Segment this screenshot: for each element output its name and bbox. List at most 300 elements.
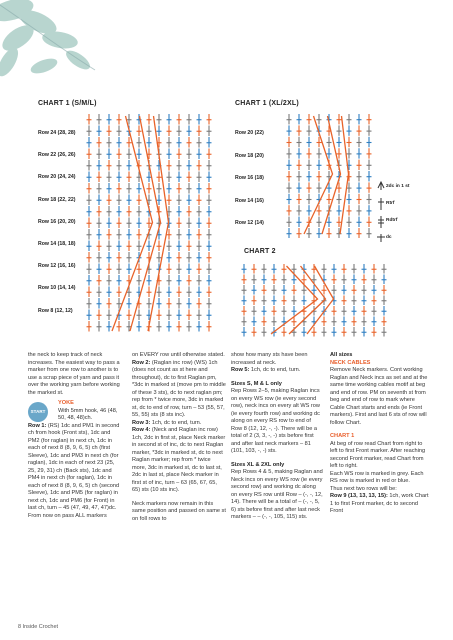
- stitch-symbol: [127, 206, 132, 217]
- stitch-symbol: [337, 137, 342, 147]
- stitch-symbol: [187, 160, 192, 171]
- stitch-symbol: [107, 287, 112, 298]
- stitch-symbol: [177, 160, 182, 171]
- stitch-symbol: [307, 228, 312, 238]
- stitch-symbol: [242, 306, 247, 316]
- chart1-xl-row-label: Row 20 (22): [235, 130, 264, 136]
- row2-text: (Raglan inc row) (WS) 1ch (does not count as st here and throughout), dc to first Raglan pm, *3dc in marked st (move pm to middle of these 3 sts), dc to next raglan pm; rep from * twice more, 3dc in marked st, dc to end of row, turn – 53 (55, 57, 55, 55) sts (8 sts inc).: [132, 359, 226, 418]
- stitch-symbol: [362, 285, 367, 295]
- stitch-symbol: [382, 275, 387, 285]
- stitch-symbol: [127, 241, 132, 252]
- stitch-symbol: [87, 114, 92, 125]
- stitch-symbol: [287, 217, 292, 227]
- stitch-symbol: [207, 229, 212, 240]
- stitch-symbol: [107, 149, 112, 160]
- stitch-symbol: [157, 287, 162, 298]
- stitch-symbol: [187, 195, 192, 206]
- stitch-symbol: [167, 137, 172, 148]
- stitch-symbol: [197, 206, 202, 217]
- stitch-symbol: [207, 218, 212, 229]
- stitch-symbol: [282, 275, 287, 285]
- each-ws-text: Each WS row is marked in grey. Each RS row is marked in red or blue.: [330, 470, 424, 484]
- chart1-heading: CHART 1: [330, 433, 355, 439]
- stitch-symbol: [137, 321, 142, 332]
- stitch-symbol: [382, 317, 387, 327]
- stitch-symbol: [207, 275, 212, 286]
- stitch-symbol: [117, 206, 122, 217]
- stitch-symbol: [307, 217, 312, 227]
- stitch-symbol: [372, 317, 377, 327]
- stitch-symbol: [137, 310, 142, 321]
- cable-stroke: [130, 116, 161, 331]
- stitch-symbol: [87, 252, 92, 263]
- text-column-2: [132, 352, 226, 523]
- stitch-symbol: [197, 195, 202, 206]
- legend-dc: dc: [386, 235, 392, 240]
- stitch-symbol: [322, 264, 327, 274]
- stitch-symbol: [382, 264, 387, 274]
- stitch-symbol: [262, 296, 267, 306]
- stitch-symbol: [97, 114, 102, 125]
- stitch-symbol: [187, 264, 192, 275]
- stitch-symbol: [87, 206, 92, 217]
- stitch-symbol: [367, 137, 372, 147]
- legend-rdtrf: Rdtrf: [386, 218, 398, 223]
- stitch-symbol: [167, 321, 172, 332]
- stitch-symbol: [207, 241, 212, 252]
- stitch-symbol: [352, 264, 357, 274]
- stitch-symbol: [197, 298, 202, 309]
- stitch-symbol: [127, 218, 132, 229]
- sizes-sml-heading: Sizes S, M & L only: [231, 380, 282, 387]
- stitch-symbol: [97, 252, 102, 263]
- stitch-symbol: [347, 148, 352, 158]
- start-badge: START: [28, 402, 48, 422]
- stitch-symbol: [347, 228, 352, 238]
- stitch-symbol: [157, 183, 162, 194]
- stitch-symbol: [187, 206, 192, 217]
- stitch-symbol: [177, 195, 182, 206]
- stitch-symbol: [87, 126, 92, 137]
- stitch-symbol: [177, 149, 182, 160]
- stitch-symbol: [207, 298, 212, 309]
- stitch-symbol: [367, 194, 372, 204]
- stitch-symbol: [332, 275, 337, 285]
- stitch-symbol: [207, 206, 212, 217]
- stitch-symbol: [362, 306, 367, 316]
- stitch-symbol: [117, 252, 122, 263]
- text-column-4: [330, 352, 430, 516]
- stitch-symbol: [207, 195, 212, 206]
- stitch-symbol: [187, 287, 192, 298]
- chart2-title: CHART 2: [244, 248, 276, 255]
- stitch-symbol: [187, 114, 192, 125]
- stitch-symbol: [297, 137, 302, 147]
- stitch-symbol: [307, 125, 312, 135]
- stitch-symbol: [107, 310, 112, 321]
- stitch-symbol: [362, 264, 367, 274]
- stitch-symbol: [177, 126, 182, 137]
- stitch-symbol: [107, 206, 112, 217]
- stitch-symbol: [177, 321, 182, 332]
- stitch-symbol: [147, 298, 152, 309]
- stitch-symbol: [297, 160, 302, 170]
- stitch-symbol: [87, 183, 92, 194]
- stitch-symbol: [272, 306, 277, 316]
- stitch-symbol: [97, 195, 102, 206]
- stitch-symbol: [342, 285, 347, 295]
- stitch-symbol: [282, 296, 287, 306]
- stitch-symbol: [297, 148, 302, 158]
- stitch-symbol: [207, 160, 212, 171]
- stitch-symbol: [367, 148, 372, 158]
- stitch-symbol: [332, 285, 337, 295]
- stitch-symbol: [137, 137, 142, 148]
- stitch-symbol: [382, 306, 387, 316]
- row1-text: (RS) 1dc and PM1 in second ch from hook (Front sts), 1dc and PM2 (for raglan) in next ch, 1dc in each of next 8 (8, 9, 6, 5) ch (first Sleeve), 1dc and PM3 in next ch (for raglan), 1dc in each of next 23 (25, 25, 29, 31) ch (Back sts), 1dc and PM4 in next ch (for raglan), 1dc in each of next 8 (8, 9, 6, 5) ch (second Sleeve), 1dc and PM5 (for raglan) in next ch, 1dc and PM6 (for Front) in last ch, turn – 45 (47, 49, 47, 47)dc.: [28, 422, 120, 511]
- stitch-symbol: [197, 264, 202, 275]
- stitch-symbol: [357, 217, 362, 227]
- stitch-symbol: [307, 160, 312, 170]
- stitch-symbol: [197, 137, 202, 148]
- stitch-symbol: [357, 137, 362, 147]
- stitch-symbol: [137, 195, 142, 206]
- stitch-symbol: [242, 275, 247, 285]
- stitch-symbol: [87, 172, 92, 183]
- stitch-symbol: [107, 126, 112, 137]
- stitch-symbol: [367, 217, 372, 227]
- chart1-sml-row-label: Row 18 (22, 22): [38, 196, 76, 203]
- stitch-symbol: [197, 310, 202, 321]
- stitch-symbol: [147, 287, 152, 298]
- stitch-symbol: [342, 264, 347, 274]
- stitch-symbol: [262, 264, 267, 274]
- col1-end: From now on pass ALL markers: [28, 512, 107, 519]
- stitch-symbol: [197, 126, 202, 137]
- stitch-symbol: [97, 287, 102, 298]
- stitch-symbol: [367, 171, 372, 181]
- stitch-symbol: [312, 327, 317, 337]
- stitch-symbol: [272, 285, 277, 295]
- stitch-symbol: [242, 317, 247, 327]
- stitch-symbol: [287, 228, 292, 238]
- stitch-symbol: [107, 321, 112, 332]
- chart1-xl-row-label: Row 18 (20): [235, 152, 264, 159]
- stitch-symbol: [107, 195, 112, 206]
- stitch-symbol: [297, 171, 302, 181]
- stitch-symbol: [297, 125, 302, 135]
- chart1-xl-row-label: Row 16 (18): [235, 175, 264, 181]
- row9-label: Row 9 (13, 13, 13, 15):: [330, 493, 388, 499]
- stitch-symbol: [167, 172, 172, 183]
- page-footer: 8 Inside Crochet: [18, 624, 59, 630]
- stitch-symbol: [262, 306, 267, 316]
- stitch-symbol: [177, 114, 182, 125]
- stitch-symbol: [252, 285, 257, 295]
- thus-text: Thus next two rows will be:: [330, 485, 397, 492]
- stitch-symbol: [127, 264, 132, 275]
- stitch-symbol: [127, 310, 132, 321]
- stitch-symbol: [97, 310, 102, 321]
- stitch-symbol: [117, 241, 122, 252]
- stitch-symbol: [347, 217, 352, 227]
- stitch-symbol: [342, 317, 347, 327]
- stitch-symbol: [307, 114, 312, 124]
- stitch-symbol: [167, 114, 172, 125]
- stitch-symbol: [187, 321, 192, 332]
- stitch-symbol: [342, 327, 347, 337]
- stitch-symbol: [147, 126, 152, 137]
- stitch-symbol: [372, 306, 377, 316]
- stitch-symbol: [317, 182, 322, 192]
- stitch-symbol: [137, 126, 142, 137]
- stitch-symbol: [352, 275, 357, 285]
- stitch-symbol: [317, 171, 322, 181]
- stitch-symbol: [107, 114, 112, 125]
- stitch-symbol: [97, 126, 102, 137]
- row3-text: 1ch, dc to end, turn.: [151, 419, 202, 426]
- stitch-symbol: [352, 327, 357, 337]
- stitch-symbol: [357, 125, 362, 135]
- stitch-symbol: [272, 296, 277, 306]
- stitch-symbol: [282, 306, 287, 316]
- stitch-symbol: [317, 217, 322, 227]
- stitch-symbol: [87, 137, 92, 148]
- stitch-symbol: [207, 183, 212, 194]
- stitch-symbol: [297, 194, 302, 204]
- stitch-symbol: [107, 218, 112, 229]
- stitch-symbol: [127, 183, 132, 194]
- stitch-symbol: [187, 183, 192, 194]
- stitch-symbol: [97, 160, 102, 171]
- stitch-symbol: [287, 171, 292, 181]
- stitch-symbol: [187, 172, 192, 183]
- stitch-symbol: [167, 195, 172, 206]
- legend-rtrf: Rtrf: [386, 201, 395, 206]
- stitch-symbol: [177, 183, 182, 194]
- stitch-symbol: [187, 310, 192, 321]
- stitch-symbol: [167, 287, 172, 298]
- stitch-symbol: [187, 298, 192, 309]
- stitch-symbol: [357, 182, 362, 192]
- stitch-symbol: [307, 148, 312, 158]
- stitch-symbol: [87, 149, 92, 160]
- stitch-symbol: [177, 218, 182, 229]
- stitch-symbol: [337, 194, 342, 204]
- stitch-symbol: [137, 149, 142, 160]
- stitch-symbol: [97, 298, 102, 309]
- stitch-symbol: [372, 327, 377, 337]
- yoke-heading: YOKE: [58, 400, 74, 406]
- stitch-symbol: [87, 298, 92, 309]
- stitch-symbol: [322, 317, 327, 327]
- stitch-symbol: [137, 229, 142, 240]
- stitch-symbol: [307, 171, 312, 181]
- stitch-symbol: [117, 195, 122, 206]
- stitch-symbol: [282, 285, 287, 295]
- stitch-symbol: [347, 125, 352, 135]
- stitch-symbol: [127, 229, 132, 240]
- stitch-symbol: [272, 275, 277, 285]
- stitch-symbol: [177, 137, 182, 148]
- sizes-xl-heading: Sizes XL & 2XL only: [231, 461, 285, 468]
- stitch-symbol: [177, 275, 182, 286]
- stitch-symbol: [177, 310, 182, 321]
- stitch-symbol: [287, 137, 292, 147]
- stitch-symbol: [252, 327, 257, 337]
- row5-label: Row 5:: [231, 367, 250, 373]
- stitch-symbol: [137, 206, 142, 217]
- stitch-symbol: [127, 160, 132, 171]
- stitch-symbol: [372, 264, 377, 274]
- leaf-decoration: [0, 0, 110, 85]
- stitch-symbol: [167, 241, 172, 252]
- stitch-symbol: [157, 321, 162, 332]
- stitch-symbol: [137, 183, 142, 194]
- stitch-symbol: [107, 137, 112, 148]
- stitch-symbol: [347, 114, 352, 124]
- stitch-symbol: [197, 252, 202, 263]
- chart1-sml-row-label: Row 22 (26, 26): [38, 152, 76, 159]
- stitch-symbol: [127, 298, 132, 309]
- stitch-symbol: [167, 298, 172, 309]
- stitch-symbol: [352, 306, 357, 316]
- stitch-symbol: [242, 264, 247, 274]
- stitch-symbol: [337, 114, 342, 124]
- stitch-symbol: [197, 218, 202, 229]
- stitch-symbol: [117, 137, 122, 148]
- stitch-symbol: [117, 264, 122, 275]
- stitch-symbol: [287, 182, 292, 192]
- row4-label: Row 4:: [132, 427, 151, 433]
- stitch-symbol: [197, 321, 202, 332]
- stitch-symbol: [297, 217, 302, 227]
- stitch-symbol: [307, 182, 312, 192]
- stitch-symbol: [197, 149, 202, 160]
- stitch-symbol: [87, 241, 92, 252]
- row2-label: Row 2:: [132, 359, 151, 366]
- stitch-symbol: [137, 218, 142, 229]
- stitch-symbol: [342, 296, 347, 306]
- stitch-symbol: [177, 172, 182, 183]
- stitch-symbol: [272, 317, 277, 327]
- stitch-symbol: [287, 205, 292, 215]
- stitch-symbol: [347, 194, 352, 204]
- stitch-symbol: [127, 195, 132, 206]
- stitch-symbol: [357, 171, 362, 181]
- stitch-symbol: [252, 317, 257, 327]
- stitch-symbol: [147, 275, 152, 286]
- stitch-symbol: [147, 241, 152, 252]
- stitch-symbol: [107, 229, 112, 240]
- stitch-symbol: [357, 114, 362, 124]
- stitch-symbol: [287, 148, 292, 158]
- row1-label: Row 1:: [28, 422, 47, 429]
- stitch-symbol: [287, 194, 292, 204]
- chart1-sml-row-label: Row 10 (14, 14): [38, 285, 76, 292]
- stitch-symbol: [197, 241, 202, 252]
- chart1-sml-grid: [85, 110, 220, 335]
- stitch-symbol: [87, 195, 92, 206]
- stitch-symbol: [262, 275, 267, 285]
- chart2-grid: [240, 260, 395, 338]
- stitch-symbol: [207, 287, 212, 298]
- stitch-symbol: [362, 296, 367, 306]
- stitch-symbol: [337, 205, 342, 215]
- stitch-symbol: [117, 183, 122, 194]
- stitch-symbol: [177, 287, 182, 298]
- stitch-symbol: [362, 275, 367, 285]
- stitch-symbol: [262, 317, 267, 327]
- cable-stroke: [307, 266, 334, 334]
- stitch-symbol: [327, 228, 332, 238]
- stitch-symbol: [117, 172, 122, 183]
- chart1-xl-row-label: Row 14 (16): [235, 197, 264, 204]
- stitch-symbol: [197, 160, 202, 171]
- stitch-symbol: [97, 264, 102, 275]
- stitch-symbol: [287, 114, 292, 124]
- stitch-symbol: [117, 114, 122, 125]
- stitch-symbol: [352, 317, 357, 327]
- stitch-symbol: [107, 241, 112, 252]
- col2-end: Neck markers now remain in this same position and passed on same st on foll rows to: [132, 500, 226, 522]
- chart1-sml-title: CHART 1 (S/M/L): [38, 100, 97, 107]
- stitch-symbol: [117, 160, 122, 171]
- stitch-symbol: [107, 183, 112, 194]
- stitch-symbol: [147, 114, 152, 125]
- sizes-sml-text: Rep Rows 2–5, making Raglan incs on every WS row (ie every second row), neck incs on every alt WS row (ie every fourth row) and working dc along on every RS row to end of Row 8 (12, 12, -, -). There will be a total of 2 (3, 3, -, -) sts before first and after last neck markers – 81 (101, 103, -, -) sts.: [231, 388, 320, 454]
- stitch-symbol: [97, 275, 102, 286]
- text-column-3: [231, 352, 323, 522]
- legend-2dc-in-1-st: 2dc in 1 st: [386, 184, 410, 189]
- stitch-symbol: [167, 183, 172, 194]
- stitch-symbol: [242, 296, 247, 306]
- stitch-symbol: [372, 285, 377, 295]
- cable-stroke: [322, 116, 341, 234]
- chart1-xl-title: CHART 1 (XL/2XL): [235, 100, 299, 107]
- stitch-symbol: [262, 327, 267, 337]
- stitch-symbol: [332, 327, 337, 337]
- stitch-symbol: [167, 264, 172, 275]
- stitch-symbol: [197, 275, 202, 286]
- stitch-symbol: [297, 114, 302, 124]
- stitch-symbol: [332, 317, 337, 327]
- stitch-symbol: [117, 126, 122, 137]
- stitch-symbol: [282, 327, 287, 337]
- neck-cables-heading: NECK CABLES: [330, 359, 371, 366]
- row4-text: (Neck and Raglan inc row) 1ch, 2dc in first st, place Neck marker in second st of inc, dc to next Raglan marker, *3dc in marked st, dc to next Raglan marker; rep from * twice more, 3dc in marked st, dc to last st, 2dc in last st, place Neck marker in first st of inc, turn – 63 (65, 67, 65, 65) sts (10 sts inc).: [132, 427, 226, 493]
- stitch-symbol: [177, 206, 182, 217]
- chart1-sml-row-label: Row 12 (16, 16): [38, 263, 76, 270]
- stitch-symbol: [177, 252, 182, 263]
- stitch-symbol: [187, 252, 192, 263]
- stitch-symbol: [97, 149, 102, 160]
- row9-text: 1ch, work Chart 1 to first Front marker, dc to second Front: [330, 493, 429, 514]
- stitch-symbol: [292, 296, 297, 306]
- stitch-symbol: [357, 205, 362, 215]
- stitch-symbol: [197, 183, 202, 194]
- stitch-symbol: [207, 321, 212, 332]
- stitch-symbol: [87, 160, 92, 171]
- stitch-symbol: [117, 275, 122, 286]
- stitch-symbol: [272, 264, 277, 274]
- stitch-symbol: [87, 229, 92, 240]
- stitch-symbol: [177, 229, 182, 240]
- stitch-symbol: [252, 296, 257, 306]
- stitch-symbol: [362, 327, 367, 337]
- stitch-symbol: [107, 172, 112, 183]
- stitch-symbol: [187, 149, 192, 160]
